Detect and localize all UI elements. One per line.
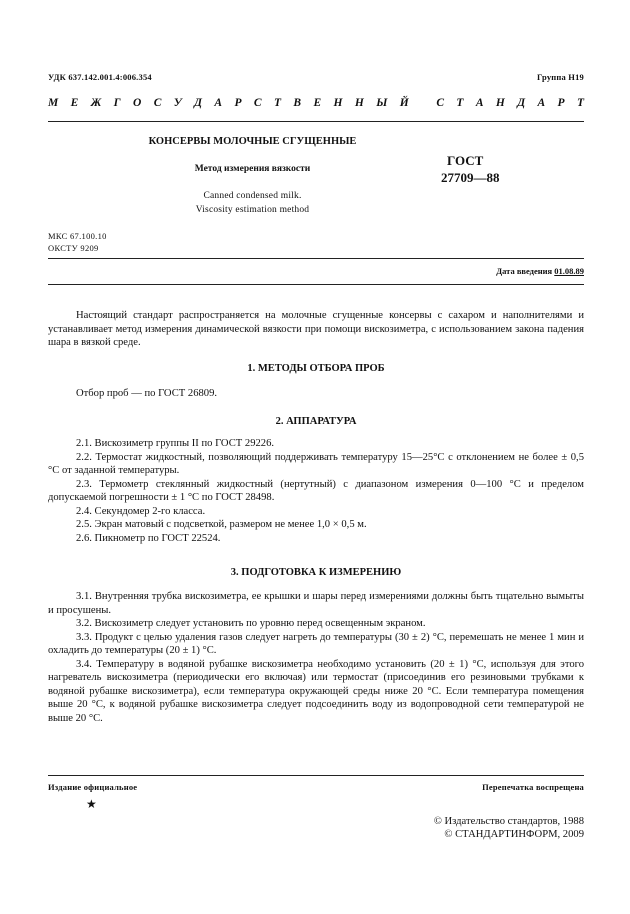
date-rule [48,284,584,285]
english-title-line1: Canned condensed milk. [203,191,302,201]
heading-letter: Ж [90,97,102,109]
section-1-text: Отбор проб — по ГОСТ 26809. [76,388,218,399]
heading-letter: Т [456,97,464,109]
heading-letter: Р [557,97,565,109]
heading-letter: Н [354,97,364,109]
heading-letter: Т [576,97,584,109]
section-2-title: 2. АППАРАТУРА [275,416,357,427]
gost-designation [441,152,500,186]
document-title: КОНСЕРВЫ МОЛОЧНЫЕ СГУЩЕННЫЕ [148,136,357,147]
section-1-body [48,387,584,401]
udk-code: УДК 637.142.001.4:006.354 [48,72,152,82]
footer-rule [48,775,584,776]
heading-letter: Н [333,97,343,109]
method-subtitle: Метод измерения вязкости [194,164,311,174]
heading-letter: С [436,97,445,109]
group-code: Группа Н19 [536,72,584,82]
heading-letter: Е [70,97,79,109]
copyright-line-1: © Издательство стандартов, 1988 [433,816,584,827]
section-3-title: 3. ПОДГОТОВКА К ИЗМЕРЕНИЮ [230,567,402,578]
heading-letter: Р [234,97,242,109]
heading-letter: А [475,97,484,109]
heading-letter: А [214,97,223,109]
list-item: 3.4. Температуру в водяной рубашке вискозиметра необходимо установить (20 ± 1) °С, используя для этого нагреватель вискозиметра (периодически его включая) или термостат (присоединив его резиновыми трубками к водяной рубашке вискозиметра), если температура окружающей среды ниже 20 °С. Если температура помещения выше 20 °С, к водяной рубашке вискозиметра следует подсоединить воду из водопроводной сети температурой не выше 20 °С. [48,658,584,724]
list-item: 2.4. Секундомер 2-го класса. [76,505,206,517]
okstu-code: ОКСТУ 9209 [48,243,99,253]
intro-text: Настоящий стандарт распространяется на молочные сгущенные консервы с сахаром и наполнителями и устанавливает метод измерения динамической вязкости при помощи вискозиметра, с использованием закона падения шара в вязкой среде. [48,310,584,348]
heading-letter: С [253,97,262,109]
list-item: 2.2. Термостат жидкостный, позволяющий поддерживать температуру 15—25°С с отклонением не более ± 0,5 °С от заданной температуры. [48,451,584,476]
heading-letter: Е [313,97,322,109]
heading-letter: А [537,97,546,109]
list-item: 2.1. Вискозиметр группы II по ГОСТ 29226. [76,438,275,449]
copyright-block [434,815,584,841]
interstate-standard-heading [48,97,584,109]
section-3-body [48,590,584,725]
heading-letter: Т [273,97,281,109]
header-rule [48,121,584,122]
effective-date-label: Дата введения [496,266,553,276]
heading-letter: Н [495,97,505,109]
heading-letter: О [132,97,142,109]
section-1-title: 1. МЕТОДЫ ОТБОРА ПРОБ [247,363,385,374]
gost-label: ГОСТ [447,153,484,168]
heading-letter: Д [517,97,526,109]
heading-letter [421,97,424,109]
intro-paragraph [48,309,584,350]
list-item: 2.3. Термометр стеклянный жидкостный (нертутный) с диапазоном измерения 0—100 °С и пределом допускаемой погрешности ± 1 °С по ГОСТ 28498. [48,478,584,503]
heading-letter: Й [399,97,409,109]
list-item: 3.2. Вискозиметр следует установить по уровню перед освещенным экраном. [76,618,426,629]
list-item: 3.1. Внутренняя трубка вискозиметра, ее крышки и шары перед измерениями должны быть тщательно вымыты и просушены. [48,591,584,616]
effective-date [496,266,584,276]
list-item: 2.6. Пикнометр по ГОСТ 22524. [76,532,221,544]
codes-rule [48,258,584,259]
heading-letter: Г [113,97,121,109]
heading-letter: Д [194,97,203,109]
section-2-body [48,437,584,545]
gost-number: 27709—88 [441,170,500,185]
heading-letter: С [153,97,162,109]
star-icon: ★ [86,797,97,811]
list-item: 2.5. Экран матовый с подсветкой, размером не менее 1,0 × 0,5 м. [76,519,367,530]
heading-letter: У [173,97,182,109]
english-title [110,189,395,217]
heading-letter: Ы [376,97,388,109]
heading-letter: М [48,97,59,109]
heading-letter: В [293,97,302,109]
classification-codes [48,230,107,254]
list-item: 3.3. Продукт с целью удаления газов следует нагреть до температуры (30 ± 2) °С, перемешать не менее 1 мин и охладить до температуры (20 ± 1) °С. [48,631,584,656]
reprint-prohibited: Перепечатка воспрещена [482,782,584,792]
copyright-line-2: © СТАНДАРТИНФОРМ, 2009 [444,829,584,840]
effective-date-value: 01.08.89 [554,266,584,276]
official-edition: Издание официальное [48,782,138,792]
mks-code: МКС 67.100.10 [48,231,107,241]
english-title-line2: Viscosity estimation method [195,205,310,215]
